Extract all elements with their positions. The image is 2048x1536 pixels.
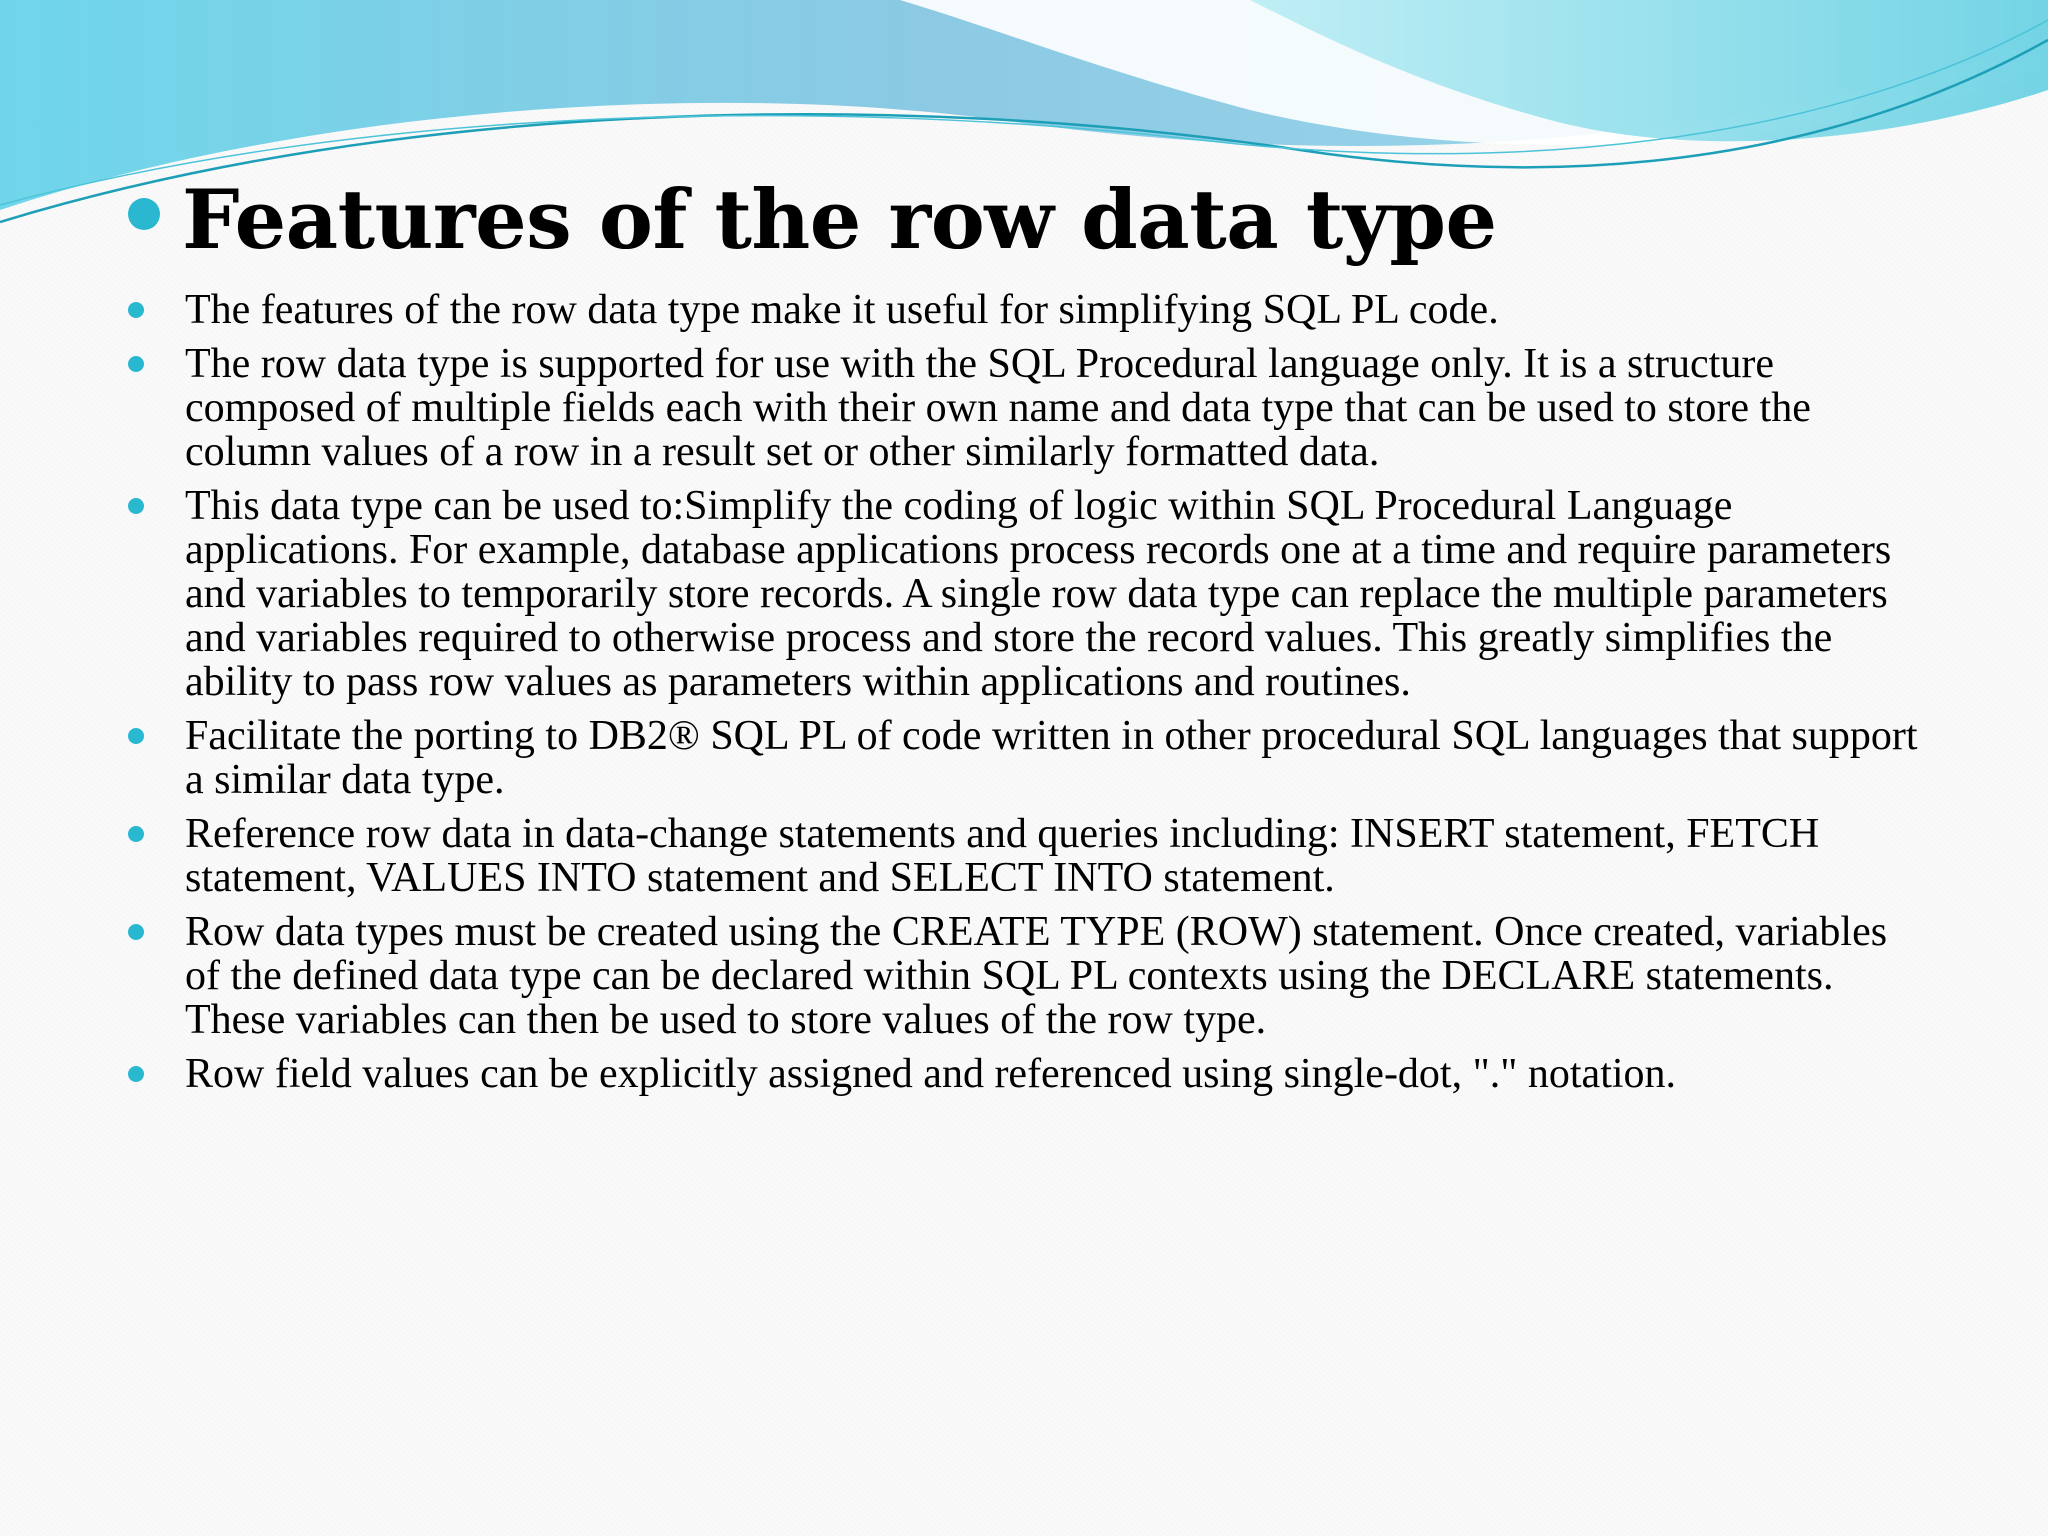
- bullet-list: [124, 288, 1924, 1106]
- slide-title: Features of the row data type: [182, 173, 1497, 268]
- bullet-text: Row field values can be explicitly assigned and referenced using single-dot, "." notation.: [185, 1051, 1677, 1097]
- bullet-dot-icon: [128, 728, 144, 744]
- bullet-item: [124, 714, 1924, 802]
- bullet-text: The features of the row data type make it useful for simplifying SQL PL code.: [185, 287, 1499, 333]
- bullet-dot-icon: [128, 356, 144, 372]
- bullet-dot-icon: [128, 1066, 144, 1082]
- bullet-text: This data type can be used to:Simplify the coding of logic within SQL Procedural Language applications. For example, database applications process records one at a time and require parameters and variables to temporarily store records. A single row data type can replace the multiple parameters and variables required to otherwise process and store the record values. This greatly simplifies the ability to pass row values as parameters within applications and routines.: [185, 483, 1892, 705]
- bullet-text: Row data types must be created using the CREATE TYPE (ROW) statement. Once created, variables of the defined data type can be declared within SQL PL contexts using the DECLARE statements. These variables can then be used to store values of the row type.: [185, 909, 1888, 1043]
- bullet-dot-icon: [128, 826, 144, 842]
- bullet-item: [124, 910, 1924, 1042]
- bullet-text: The row data type is supported for use with the SQL Procedural language only. It is a structure composed of multiple fields each with their own name and data type that can be used to store the column values of a row in a result set or other similarly formatted data.: [185, 341, 1811, 475]
- bullet-text: Facilitate the porting to DB2® SQL PL of code written in other procedural SQL languages that support a similar data type.: [185, 713, 1918, 803]
- bullet-item: [124, 812, 1924, 900]
- bullet-dot-icon: [128, 924, 144, 940]
- bullet-text: Reference row data in data-change statements and queries including: INSERT statement, FETCH statement, VALUES INTO statement and SELECT INTO statement.: [185, 811, 1820, 901]
- bullet-dot-icon: [128, 302, 144, 318]
- bullet-dot-icon: [128, 498, 144, 514]
- bullet-item: [124, 1052, 1924, 1096]
- title-bullet-icon: [128, 198, 160, 230]
- bullet-item: [124, 288, 1924, 332]
- bullet-item: [124, 342, 1924, 474]
- title-row: [128, 173, 1497, 268]
- bullet-item: [124, 484, 1924, 704]
